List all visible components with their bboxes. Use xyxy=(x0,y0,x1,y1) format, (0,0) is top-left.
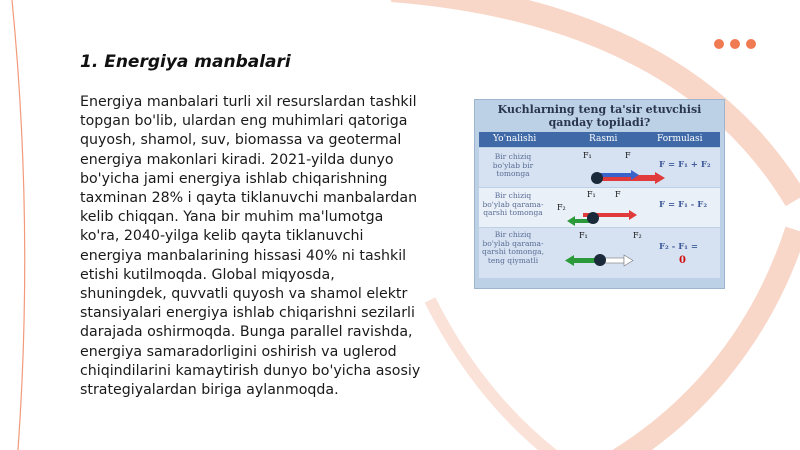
force-label: F₂ xyxy=(633,231,642,240)
header-picture: Rasmi xyxy=(589,134,618,144)
figure-row xyxy=(479,188,720,227)
decorative-dots xyxy=(714,39,756,49)
row-label: Bir chiziq bo'ylab bir tomonga xyxy=(492,152,534,178)
dot xyxy=(730,39,740,49)
row-formula: F = F₁ + F₂ xyxy=(659,160,711,170)
figure-row xyxy=(479,228,720,278)
force-label: F₁ xyxy=(587,190,596,199)
figure-row xyxy=(479,148,720,187)
figure-table-header xyxy=(479,132,720,147)
force-label: F₁ xyxy=(579,231,588,240)
force-label: F xyxy=(625,151,631,160)
section-title: 1. Energiya manbalari xyxy=(80,52,291,72)
dot xyxy=(714,39,724,49)
row-label: Bir chiziq bo'ylab qarama-qarshi tomonga xyxy=(482,191,544,217)
row-label: Bir chiziq bo'ylab qarama-qarshi tomonga, teng qiymatli xyxy=(482,230,544,265)
body-paragraph: Energiya manbalari turli xil resurslardan tashkil topgan bo'lib, ulardan eng muhimlari qatoriga quyosh, shamol, suv, biomassa va geotermal energiya makonlari kiradi. 2021-yilda dunyo bo'yicha jami energiya ishlab chiqarishning taxminan 28% i qayta tiklanuvchi manbalardan kelib chiqqan. Yana bir muhim ma'lumotga ko'ra, 2040-yilga kelib qayta tiklanuvchi energiya manbalarining hissasi 40% ni tashkil etishi kutilmoqda. Global miqyosda, shuningdek, quvvatli quyosh va shamol elektr stansiyalari energiya ishlab chiqarishni sezilarli darajada oshirmoqda. Bunga parallel ravishda, energiya samaradorligini oshirish va uglerod chiqindilarini kamaytirish dunyo bo'yicha asosiy strategiyalardan biriga aylanmoqda. xyxy=(80,94,421,399)
header-direction: Yo'nalishi xyxy=(493,134,537,144)
figure-title xyxy=(475,103,724,129)
force-label: F xyxy=(615,190,621,199)
header-formula: Formulasi xyxy=(657,134,703,144)
force-label: F₂ xyxy=(557,203,566,212)
dot xyxy=(746,39,756,49)
force-arrows-equal-opposite xyxy=(479,228,722,278)
figure-title-line-2: qanday topiladi? xyxy=(548,116,651,129)
row-formula: F₂ - F₁ = xyxy=(659,242,699,252)
forces-resultant-figure xyxy=(474,99,725,289)
row-result: 0 xyxy=(679,255,686,266)
force-label: F₁ xyxy=(583,151,592,160)
row-formula: F = F₁ - F₂ xyxy=(659,200,708,210)
figure-title-line-1: Kuchlarning teng ta'sir etuvchisi xyxy=(497,103,702,116)
